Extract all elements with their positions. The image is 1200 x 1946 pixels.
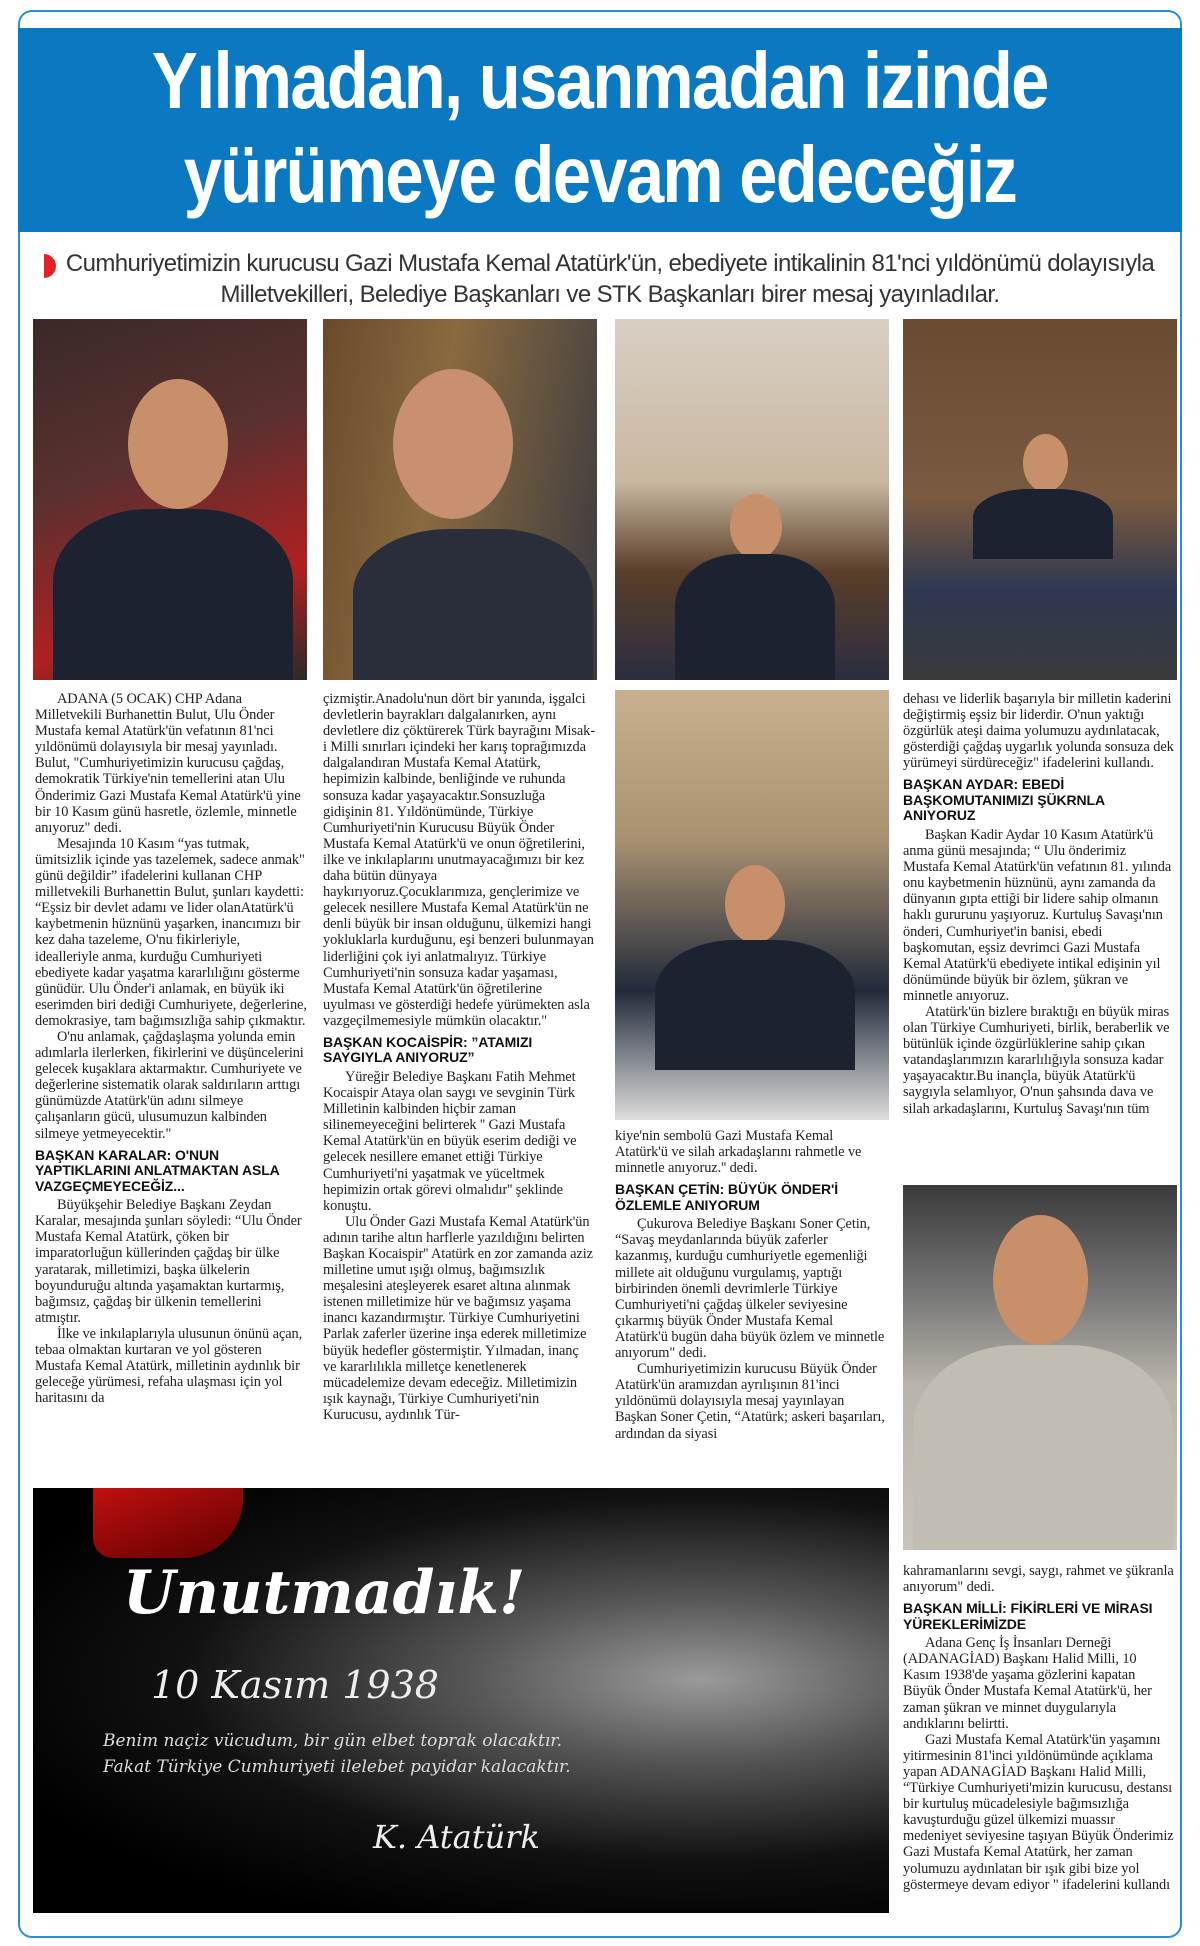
paragraph: Cumhuriyetimizin kurucusu Büyük Önder Atatürk'ün aramızdan ayrılışının 81'inci yıldönümü dolayısıyla mesaj yayınlayan Başkan Soner Çetin, “Atatürk; askeri başarıları, ardından da siyasi (615, 1361, 885, 1442)
article-column-3 (615, 1128, 887, 1442)
photo-halid-milli (903, 1185, 1177, 1550)
paragraph: Yüreğir Belediye Başkanı Fatih Mehmet Kocaispir Ataya olan saygı ve sevginin Türk Milletinin kalbinden hiçbir zaman silinemeyeceğini belirterek '' Gazi Mustafa Kemal Atatürk'ün en büyük eserim dediği ve gelecek nesillere emanet ettiği Türkiye Cumhuriyeti'ni yaşatmak ve yüceltmek hepimizin ortak görevi olmalıdır'' şeklinde konuştu. (323, 1068, 577, 1214)
paragraph: Büyükşehir Belediye Başkanı Zeydan Karalar, mesajında şunları söyledi: “Ulu Önder Mustafa Kemal Atatürk, çöken bir imparatorluğun küllerinden çağdaş bir ülke yaratarak, milletimizi, başka ülkelerin boyunduruğu altında yaşamaktan kurtarmış, bağımsız, çağdaş bir ülkenin temellerini atmıştır. (35, 1197, 302, 1326)
poster-signature: K. Atatürk (373, 1818, 540, 1856)
paragraph: Adana Genç İş İnsanları Derneği (ADANAGİAD) Başkanı Halid Milli, 10 Kasım 1938'de yaşama gözlerini kapatan Büyük Önder Mustafa Kemal Atatürk'ü, her zaman şükran ve minnet duygularıyla andıklarını belirtti. (903, 1635, 1152, 1732)
paragraph: dehası ve liderlik başarıyla bir milletin kaderini değiştirmiş eşsiz bir liderdir. O'nun yaktığı özgürlük ateşi daima yolumuzu aydınlatacak, gösterdiği çağdaş uygarlık yolunda sonsuza dek yürümeyi sürdüreceğiz" ifadelerini kullandı. (903, 691, 1174, 772)
poster-quote (103, 1728, 571, 1780)
headline (18, 28, 1182, 232)
poster-date: 10 Kasım 1938 (151, 1663, 439, 1707)
paragraph: çizmiştir.Anadolu'nun dört bir yanında, işgalci devletlerin bayrakları dalgalanırken, aynı devletlere diz çöktürerek Türk bayrağını Misak-i Milli sınırları içindeki her karış toprağımızda dalgalandıran Mustafa Kemal Atatürk, hepimizin kalbinde, benliğinde ve ruhunda sonsuza kadar yaşayacaktır.Sonsuzluğa gidişinin 81. Yıldönümünde, Türkiye Cumhuriyeti'nin Kurucusu Büyük Önder Mustafa Kemal Atatürk'ü ve onun öğretilerini, ilke ve inkılaplarını unutmayacağımızı bir kez daha bütün dünyaya haykırıyoruz.Çocuklarımıza, gençlerimize ve gelecek nesillere Mustafa Kemal Atatürk'ün ne denli büyük bir insan olduğunu, ülkemizi hangi yokluklarla kurduğunu, eşi benzeri bulunmayan liderliğini çok iyi anlatmalıyız. Türkiye Cumhuriyeti'nin sonsuza kadar yaşaması, Mustafa Kemal Atatürk'ün öğretilerine uyulması ve gösterdiği hedefe yürümekten asla vazgeçilmemesiyle mümkün olacaktır." (323, 691, 595, 1029)
photo-kadir-aydar (615, 690, 889, 1120)
photo-zeydan-karalar (323, 319, 597, 680)
flag-icon (93, 1488, 243, 1558)
ataturk-poster (33, 1488, 889, 1913)
article-column-5 (903, 1563, 1175, 1893)
subheading-karalar: BAŞKAN KARALAR: O'NUN YAPTIKLARINI ANLATMAKTAN ASLA VAZGEÇMEYECEĞİZ... (35, 1146, 280, 1194)
subheading-milli: BAŞKAN MİLLİ: FİKİRLERİ VE MİRASI YÜREKLERİMİZDE (903, 1600, 1153, 1632)
paragraph: Atatürk'ün bizlere bıraktığı en büyük miras olan Türkiye Cumhuriyeti, birlik, beraberlik ve bütünlük içinde özgürlüklerine sahip çıkan vatandaşlarımızın kararlılığıyla sonsuza kadar yaşayacaktır.Bu inançla, büyük Atatürk'ü saygıyla selamlıyor, O'nun şahsında dava ve silah arkadaşlarını, Kurtuluş Savaşı'nın tüm (903, 1004, 1170, 1117)
paragraph: Mesajında 10 Kasım “yas tutmak, ümitsizlik içinde yas tazelemek, sadece anmak" günü değildir” ifadelerini kullanan CHP milletvekili Burhanettin Bulut, şunları kaydetti: “Eşsiz bir devlet adamı ve lider olanAtatürk'ü kaybetmenin hüznünü yaşarken, inancımızı bir kez daha tazeleme, O'nu fikirleriyle, idealleriyle anma, kurduğu Cumhuriyeti ebediyete kadar yaşatma kararlılığını gösterme günüdür. Ulu Önder'i anlamak, en büyük iki eserimden biri dediği Cumhuriyete, değerlerine, demokrasiye, tam bağımsızlığa sahip çıkmaktır. (35, 835, 307, 1029)
photo-fatih-mehmet-kocaispir (615, 319, 889, 680)
subheading-aydar: BAŞKAN AYDAR: EBEDİ BAŞKOMUTANIMIZI ŞÜKRNLA ANIYORUZ (903, 776, 1105, 824)
poster-quote-line-2: Fakat Türkiye Cumhuriyeti ilelebet payidar kalacaktır. (103, 1757, 571, 1777)
paragraph: kahramanlarını sevgi, saygı, rahmet ve şükranla anıyorum" dedi. (903, 1563, 1174, 1596)
paragraph: İlke ve inkılaplarıyla ulusunun önünü açan, tebaa olmaktan kurtaran ve yol gösteren Mustafa Kemal Atatürk, milletinin aydınlık bir geleceğe yürümesi, refaha ulaşması için yol haritasını da (35, 1325, 303, 1407)
headline-line-2: yürümeye devam edeceğiz (183, 130, 1017, 219)
paragraph: O'nu anlamak, çağdaşlaşma yolunda emin adımlarla ilerlerken, fikirlerini ve düşüncelerini gelecek kuşaklara aktarmaktır. Cumhuriyete ve değerlerine sistematik olarak saldırıların arttıgı günümüzde Atatürk'ün adını silmeye çalışanların gücü, ulusumuzun kalbinden silmeye yetmeyecektir." (35, 1028, 304, 1142)
paragraph: Çukurova Belediye Başkanı Soner Çetin, “Savaş meydanlarında büyük zaferler kazanmış, kurduğu cumhuriyetle egemenliği millete ait olduğunu vurgulamış, yaptığı birbirinden önemli devrimlerle Türkiye Cumhuriyeti'ni çağdaş ülkeler seviyesine çıkarmış büyük Önder Mustafa Kemal Atatürk'ü bugün daha büyük özlem ve minnetle anıyorum" dedi. (615, 1216, 885, 1362)
paragraph: Başkan Kadir Aydar 10 Kasım Atatürk'ü anma günü mesajında; “ Ulu önderimiz Mustafa Kemal Atatürk'ün vefatının 81. yılında onu kaybetmenin hüznünü, aynı zamanda da dünyanın gıpta ettiği bir lidere sahip olmanın haklı gururunu yaşıyoruz. Kurtuluş Savaşı'nın önderi, Cumhuriyet'in banisi, ebedi başkomutan, eşsiz devrimci Gazi Mustafa Kemal Atatürk'ü ebediyete intikal edişinin yıl dönümünde büyük bir özlem, şükran ve minnetle anıyoruz. (903, 826, 1172, 1004)
poster-title: Unutmadık! (123, 1558, 526, 1628)
paragraph: kiye'nin sembolü Gazi Mustafa Kemal Atatürk'ü ve silah arkadaşlarını rahmetle ve minnetle anıyoruz.'' dedi. (615, 1128, 862, 1177)
article-column-2 (323, 691, 595, 1423)
paragraph: ADANA (5 OCAK) CHP Adana Milletvekili Burhanettin Bulut, Ulu Önder Mustafa kemal Atatürk'ün vefatının 81'nci yıldönümü dolayısıyla bir mesaj yayınladı. Bulut, "Cumhuriyetimizin kurucusu çağdaş, demokratik Türkiye'nin temellerini atan Ulu Önderimiz Gazi Mustafa Kemal Atatürk'ü yine bir 10 Kasım günü hasretle, özlemle, minnetle anıyoruz" dedi. (35, 691, 301, 836)
subtitle: Cumhuriyetimizin kurucusu Gazi Mustafa Kemal Atatürk'ün, ebediyete intikalinin 81'nci yıldönümü dolayısıyla Milletvekilleri, Belediye Başkanları ve STK Başkanları birer mesaj yayınladılar. (65, 250, 1155, 308)
photo-soner-cetin (903, 319, 1177, 680)
article-column-1 (35, 691, 307, 1406)
article-column-4 (903, 691, 1175, 1117)
headline-line-1: Yılmadan, usanmadan izinde (152, 36, 1048, 125)
subheading-cetin: BAŞKAN ÇETİN: BÜYÜK ÖNDER'İ ÖZLEMLE ANIYORUM (615, 1181, 839, 1213)
paragraph: Ulu Önder Gazi Mustafa Kemal Atatürk'ün adının tarihe altın harflerle yazıldığını belirten Başkan Kocaispir'' Atatürk en zor zamanda aziz milletine umut ışığı olmuş, bağımsızlık meşalesini ateşleyerek esaret altına alınmak istenen milletimize hür ve bağımsız yaşama inancı kazandırmıştır. Türkiye Cumhuriyetini Parlak zaferler üzerine inşa ederek milletimize büyük hedefler göstermiştir. Yılmadan, inanç ve kararlılıkla milletçe kenetlenerek mücadelemize devam edeceğiz. Milletimizin ışık kaynağı, Türkiye Cumhuriyeti'nin Kurucusu, aydınlık Tür- (323, 1213, 593, 1423)
paragraph: Gazi Mustafa Kemal Atatürk'ün yaşamını yitirmesinin 81'inci yıldönümünde açıklama yapan ADANAGİAD Başkanı Halid Milli, “Türkiye Cumhuriyeti'mizin kurucusu, destansı bir kurtuluş mücadelesiyle bağımsızlığa kavuşturduğu güzel ülkemizi muassır medeniyet seviyesine taşıyan Büyük Önderimiz Gazi Mustafa Kemal Atatürk, her zaman yolumuzu aydınlatan bir ışık gibi bize yol göstermeye devam ediyor " ifadelerini kullandı (903, 1731, 1174, 1893)
subheading-kocaispir: BAŞKAN KOCAİSPİR: ”ATAMIZI SAYGIYLA ANIYORUZ” (323, 1033, 533, 1066)
photo-burhanettin-bulut (33, 319, 307, 680)
poster-quote-line-1: Benim naçiz vücudum, bir gün elbet toprak olacaktır. (103, 1731, 562, 1751)
